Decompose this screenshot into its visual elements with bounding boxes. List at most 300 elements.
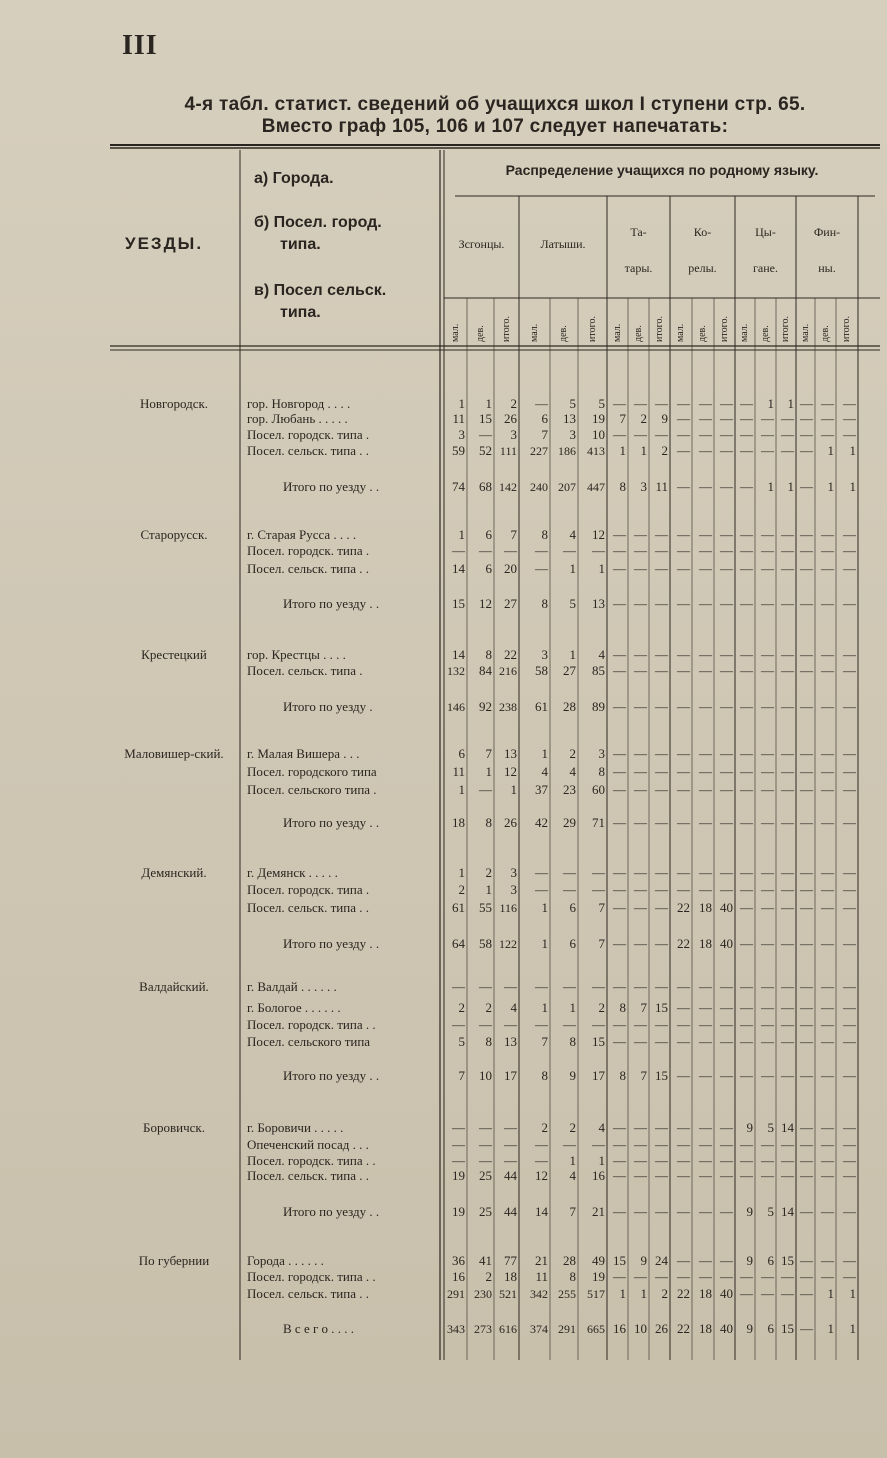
table-cell: — — [761, 1068, 774, 1083]
table-cell: — — [761, 1017, 774, 1032]
table-cell: 58 — [479, 936, 492, 951]
table-cell: — — [761, 1286, 774, 1301]
table-cell: 2 — [569, 746, 576, 761]
row-total-label: Итого по уезду . . — [283, 479, 380, 494]
table-cell: 19 — [592, 1269, 605, 1284]
table-cell: 1 — [541, 936, 548, 951]
table-cell: — — [720, 543, 733, 558]
table-cell: — — [699, 561, 712, 576]
table-cell: — — [613, 865, 626, 880]
table-cell: 84 — [479, 663, 492, 678]
table-cell: — — [740, 1068, 753, 1083]
table-cell: — — [821, 543, 834, 558]
table-cell: — — [740, 1269, 753, 1284]
table-cell: 2 — [510, 396, 517, 411]
table-cell: — — [479, 427, 492, 442]
sub-header-16: дев. — [819, 325, 831, 342]
table-cell: — — [740, 427, 753, 442]
lang-header-2: Та- — [630, 225, 647, 239]
table-cell: — — [655, 396, 668, 411]
table-cell: 18 — [699, 1321, 712, 1336]
table-cell: — — [655, 979, 668, 994]
table-cell: — — [720, 865, 733, 880]
table-cell: 20 — [504, 561, 517, 576]
table-cell: — — [781, 1000, 794, 1015]
table-cell: — — [843, 1204, 856, 1219]
table-cell: — — [740, 663, 753, 678]
table-cell: — — [634, 561, 647, 576]
table-cell: 74 — [452, 479, 465, 494]
table-cell: 1 — [458, 782, 465, 797]
table-cell: — — [655, 527, 668, 542]
row-label: Посел. сельск. типа . . — [247, 1168, 369, 1183]
table-cell: 8 — [619, 479, 626, 494]
table-cell: — — [613, 647, 626, 662]
row-label: Посел. городск. типа . — [247, 882, 370, 897]
table-cell: — — [699, 979, 712, 994]
table-cell: — — [634, 936, 647, 951]
table-cell: 374 — [530, 1322, 548, 1336]
table-cell: — — [781, 815, 794, 830]
sub-header-9: мал. — [675, 323, 686, 342]
table-cell: — — [634, 746, 647, 761]
table-cell: — — [677, 979, 690, 994]
table-cell: — — [634, 663, 647, 678]
table-cell: — — [479, 1120, 492, 1135]
table-cell: — — [634, 782, 647, 797]
table-cell: — — [720, 882, 733, 897]
table-cell: — — [677, 1253, 690, 1268]
table-cell: — — [781, 1068, 794, 1083]
table-cell: 40 — [720, 936, 733, 951]
table-cell: 41 — [479, 1253, 492, 1268]
table-cell: — — [821, 561, 834, 576]
table-cell: — — [655, 1137, 668, 1152]
header-type-b1: б) Посел. город. — [254, 214, 382, 231]
table-cell: 77 — [504, 1253, 517, 1268]
table-cell: 13 — [504, 746, 517, 761]
table-cell: — — [761, 782, 774, 797]
table-cell: — — [634, 699, 647, 714]
table-cell: — — [655, 596, 668, 611]
table-cell: — — [821, 411, 834, 426]
table-cell: 8 — [485, 647, 492, 662]
table-cell: — — [655, 1168, 668, 1183]
row-label: Посел. городск. типа . — [247, 427, 370, 442]
district-name: Демянский. — [141, 865, 207, 880]
row-label: Посел. сельск. типа . — [247, 663, 363, 678]
table-cell: — — [740, 815, 753, 830]
table-cell: — — [699, 1204, 712, 1219]
table-cell: 11 — [452, 764, 465, 779]
table-cell: 1 — [541, 746, 548, 761]
table-cell: 23 — [563, 782, 576, 797]
table-cell: 447 — [587, 480, 605, 494]
table-cell: — — [781, 1034, 794, 1049]
row-label: Города . . . . . . — [247, 1253, 324, 1268]
table-cell: 4 — [598, 647, 605, 662]
table-cell: — — [800, 900, 813, 915]
table-cell: — — [613, 596, 626, 611]
table-cell: 1 — [569, 561, 576, 576]
row-label: г. Бологое . . . . . . — [247, 1000, 341, 1015]
table-cell: — — [761, 1137, 774, 1152]
table-cell: — — [677, 1034, 690, 1049]
table-cell: — — [613, 815, 626, 830]
table-cell: — — [740, 764, 753, 779]
row-label: Посел. городск. типа . . — [247, 1269, 376, 1284]
table-cell: 14 — [781, 1204, 794, 1219]
table-cell: 1 — [787, 479, 794, 494]
table-cell: 85 — [592, 663, 605, 678]
table-cell: — — [740, 1000, 753, 1015]
table-cell: 44 — [504, 1168, 517, 1183]
table-cell: 2 — [485, 1269, 492, 1284]
row-label: гор. Любань . . . . . — [247, 411, 348, 426]
table-cell: 5 — [598, 396, 605, 411]
district-name: Боровичск. — [143, 1120, 205, 1135]
table-cell: — — [800, 815, 813, 830]
table-cell: — — [720, 527, 733, 542]
table-cell: 665 — [587, 1322, 605, 1336]
table-cell: — — [720, 1137, 733, 1152]
table-cell: 22 — [677, 1286, 690, 1301]
table-cell: — — [800, 1137, 813, 1152]
table-cell: 25 — [479, 1204, 492, 1219]
sub-header-5: итого. — [586, 316, 598, 342]
table-cell: — — [761, 900, 774, 915]
table-cell: — — [720, 1017, 733, 1032]
table-cell: — — [613, 699, 626, 714]
table-cell: — — [720, 663, 733, 678]
table-cell: — — [613, 764, 626, 779]
table-cell: 9 — [640, 1253, 647, 1268]
table-cell: — — [677, 1168, 690, 1183]
district-name: Старорусск. — [140, 527, 208, 542]
table-cell: 12 — [535, 1168, 548, 1183]
table-cell: — — [634, 427, 647, 442]
table-cell: 6 — [458, 746, 465, 761]
table-cell: 8 — [541, 596, 548, 611]
table-cell: — — [800, 882, 813, 897]
table-cell: 22 — [504, 647, 517, 662]
table-cell: — — [699, 865, 712, 880]
table-cell: 413 — [587, 444, 605, 458]
table-cell: 6 — [485, 561, 492, 576]
table-cell: — — [655, 699, 668, 714]
table-cell: — — [699, 699, 712, 714]
table-cell: — — [535, 1153, 548, 1168]
table-cell: — — [720, 1168, 733, 1183]
table-cell: — — [677, 647, 690, 662]
table-cell: 3 — [510, 427, 517, 442]
table-cell: — — [634, 1153, 647, 1168]
table-cell: 216 — [499, 664, 517, 678]
table-cell: 22 — [677, 900, 690, 915]
table-cell: 1 — [569, 1000, 576, 1015]
table-cell: — — [821, 647, 834, 662]
table-cell: 1 — [569, 647, 576, 662]
table-cell: — — [677, 699, 690, 714]
table-cell: — — [452, 979, 465, 994]
table-cell: — — [592, 865, 605, 880]
sub-header-0: мал. — [449, 323, 461, 342]
table-cell: — — [720, 411, 733, 426]
table-cell: — — [781, 411, 794, 426]
table-cell: — — [800, 1000, 813, 1015]
table-cell: — — [740, 1286, 753, 1301]
table-cell: 2 — [661, 443, 668, 458]
table-cell: — — [699, 1153, 712, 1168]
table-cell: — — [781, 764, 794, 779]
sub-header-13: дев. — [759, 325, 771, 342]
district-name: Маловишер-ский. — [124, 746, 224, 761]
table-cell: — — [535, 1017, 548, 1032]
table-cell: — — [761, 1153, 774, 1168]
table-cell: — — [761, 1000, 774, 1015]
table-cell: — — [699, 1253, 712, 1268]
table-cell: — — [613, 1153, 626, 1168]
table-cell: — — [699, 782, 712, 797]
table-cell: — — [740, 1017, 753, 1032]
table-cell: 44 — [504, 1204, 517, 1219]
table-cell: — — [761, 882, 774, 897]
table-cell: — — [843, 1068, 856, 1083]
table-cell: — — [800, 543, 813, 558]
table-cell: 7 — [640, 1000, 647, 1015]
table-cell: 28 — [563, 1253, 576, 1268]
table-cell: — — [740, 782, 753, 797]
table-cell: — — [655, 1153, 668, 1168]
table-cell: — — [740, 561, 753, 576]
table-cell: 1 — [485, 396, 492, 411]
table-cell: 7 — [598, 936, 605, 951]
table-cell: — — [699, 596, 712, 611]
table-cell: 40 — [720, 1286, 733, 1301]
table-cell: — — [655, 663, 668, 678]
table-cell: — — [535, 882, 548, 897]
table-cell: — — [655, 1017, 668, 1032]
table-cell: — — [821, 815, 834, 830]
table-cell: 11 — [452, 411, 465, 426]
table-cell: — — [740, 1034, 753, 1049]
table-cell: — — [781, 865, 794, 880]
table-cell: — — [655, 936, 668, 951]
table-cell: — — [761, 663, 774, 678]
table-cell: — — [800, 1286, 813, 1301]
table-cell: 3 — [541, 647, 548, 662]
table-cell: — — [843, 865, 856, 880]
table-cell: — — [634, 1269, 647, 1284]
table-cell: — — [800, 1068, 813, 1083]
table-cell: — — [740, 865, 753, 880]
table-cell: — — [740, 882, 753, 897]
sub-header-6: мал. — [611, 323, 623, 342]
table-cell: 4 — [510, 1000, 517, 1015]
table-cell: 230 — [474, 1287, 492, 1301]
sub-header-7: дев. — [632, 325, 644, 342]
table-cell: 18 — [504, 1269, 517, 1284]
table-cell: — — [781, 1137, 794, 1152]
table-cell: — — [720, 815, 733, 830]
table-cell: — — [821, 1168, 834, 1183]
table-cell: 1 — [598, 561, 605, 576]
table-cell: 291 — [447, 1287, 465, 1301]
table-cell: — — [821, 979, 834, 994]
table-cell: — — [699, 1017, 712, 1032]
table-cell: 8 — [569, 1269, 576, 1284]
table-cell: 5 — [569, 396, 576, 411]
table-cell: — — [843, 936, 856, 951]
table-cell: 15 — [781, 1253, 794, 1268]
table-cell: — — [740, 1137, 753, 1152]
table-cell: — — [781, 1168, 794, 1183]
table-cell: — — [740, 699, 753, 714]
table-cell: 7 — [569, 1204, 576, 1219]
table-cell: — — [479, 979, 492, 994]
table-cell: — — [800, 1253, 813, 1268]
table-cell: — — [699, 443, 712, 458]
table-cell: 4 — [569, 764, 576, 779]
table-cell: — — [677, 1000, 690, 1015]
table-cell: 59 — [452, 443, 465, 458]
table-cell: — — [781, 936, 794, 951]
table-cell: 1 — [640, 1286, 647, 1301]
table-cell: — — [677, 596, 690, 611]
table-cell: — — [800, 782, 813, 797]
table-cell: — — [452, 1120, 465, 1135]
table-cell: — — [479, 782, 492, 797]
row-label: Посел. сельского типа — [247, 1034, 371, 1049]
table-cell: 7 — [510, 527, 517, 542]
table-cell: 19 — [452, 1204, 465, 1219]
table-cell: — — [634, 647, 647, 662]
header-main: Распределение учащихся по родному языку. — [505, 162, 819, 178]
table-cell: — — [452, 543, 465, 558]
table-cell: — — [613, 663, 626, 678]
header-type-b2: типа. — [280, 236, 321, 253]
table-cell: 12 — [504, 764, 517, 779]
table-cell: — — [677, 1068, 690, 1083]
table-cell: 8 — [485, 815, 492, 830]
table-cell: 4 — [569, 527, 576, 542]
table-cell: — — [740, 396, 753, 411]
table-cell: — — [781, 900, 794, 915]
sub-header-3: мал. — [528, 323, 540, 342]
table-cell: — — [699, 527, 712, 542]
table-cell: — — [655, 1204, 668, 1219]
table-cell: — — [761, 1168, 774, 1183]
table-cell: — — [843, 815, 856, 830]
table-cell: 1 — [849, 1321, 856, 1336]
lang-header-4: Цы- — [755, 225, 776, 239]
table-cell: 24 — [655, 1253, 668, 1268]
table-cell: 6 — [569, 900, 576, 915]
row-label: гор. Крестцы . . . . — [247, 647, 346, 662]
table-cell: — — [720, 764, 733, 779]
sub-header-4: дев. — [558, 325, 569, 342]
table-cell: — — [592, 1137, 605, 1152]
table-cell: 142 — [499, 480, 517, 494]
table-cell: 13 — [504, 1034, 517, 1049]
table-cell: 55 — [479, 900, 492, 915]
row-label: Посел. сельск. типа . . — [247, 1286, 369, 1301]
table-cell: — — [761, 746, 774, 761]
sub-header-10: дев. — [697, 325, 708, 342]
table-cell: — — [634, 1034, 647, 1049]
lang-header-4-line2: гане. — [753, 261, 778, 275]
table-cell: — — [613, 1017, 626, 1032]
table-cell: — — [761, 1269, 774, 1284]
table-cell: 16 — [613, 1321, 626, 1336]
table-cell: 11 — [655, 479, 668, 494]
lang-header-3: Ко- — [693, 225, 712, 239]
table-cell: — — [761, 699, 774, 714]
table-cell: — — [821, 936, 834, 951]
table-cell: — — [613, 746, 626, 761]
table-cell: — — [761, 865, 774, 880]
table-cell: 2 — [541, 1120, 548, 1135]
table-cell: — — [699, 815, 712, 830]
table-cell: — — [843, 1017, 856, 1032]
table-cell: 240 — [530, 480, 548, 494]
table-cell: 36 — [452, 1253, 465, 1268]
table-cell: 1 — [485, 764, 492, 779]
table-cell: 291 — [558, 1322, 576, 1336]
row-label: Посел. сельского типа . — [247, 782, 377, 797]
header-type-a: а) Города. — [254, 170, 334, 187]
table-cell: — — [843, 746, 856, 761]
table-cell: — — [634, 1137, 647, 1152]
table-cell: — — [677, 782, 690, 797]
table-cell: — — [655, 900, 668, 915]
table-cell: 4 — [598, 1120, 605, 1135]
table-cell: — — [699, 396, 712, 411]
page-number: III — [122, 30, 158, 61]
table-cell: — — [800, 1168, 813, 1183]
table-cell: — — [821, 663, 834, 678]
table-cell: — — [761, 1034, 774, 1049]
table-cell: 3 — [458, 427, 465, 442]
table-cell: — — [699, 543, 712, 558]
table-cell: 27 — [504, 596, 517, 611]
table-cell: 1 — [787, 396, 794, 411]
table-cell: — — [699, 1137, 712, 1152]
table-cell: — — [677, 479, 690, 494]
table-cell: 3 — [640, 479, 647, 494]
table-cell: — — [843, 1269, 856, 1284]
table-cell: 9 — [661, 411, 668, 426]
table-cell: — — [504, 1120, 517, 1135]
district-name: Валдайский. — [139, 979, 209, 994]
lang-header-2-line2: тары. — [624, 261, 653, 275]
table-cell: — — [761, 443, 774, 458]
sub-header-12: мал. — [739, 323, 750, 342]
table-cell: — — [699, 663, 712, 678]
table-cell: — — [535, 979, 548, 994]
table-cell: 9 — [746, 1253, 753, 1268]
table-cell: 61 — [535, 699, 548, 714]
table-cell: — — [720, 1120, 733, 1135]
table-cell: — — [563, 882, 576, 897]
table-cell: 616 — [499, 1322, 517, 1336]
table-cell: — — [781, 746, 794, 761]
table-cell: 2 — [569, 1120, 576, 1135]
table-cell: — — [800, 647, 813, 662]
table-cell: — — [677, 764, 690, 779]
table-cell: 9 — [569, 1068, 576, 1083]
table-cell: 17 — [504, 1068, 517, 1083]
